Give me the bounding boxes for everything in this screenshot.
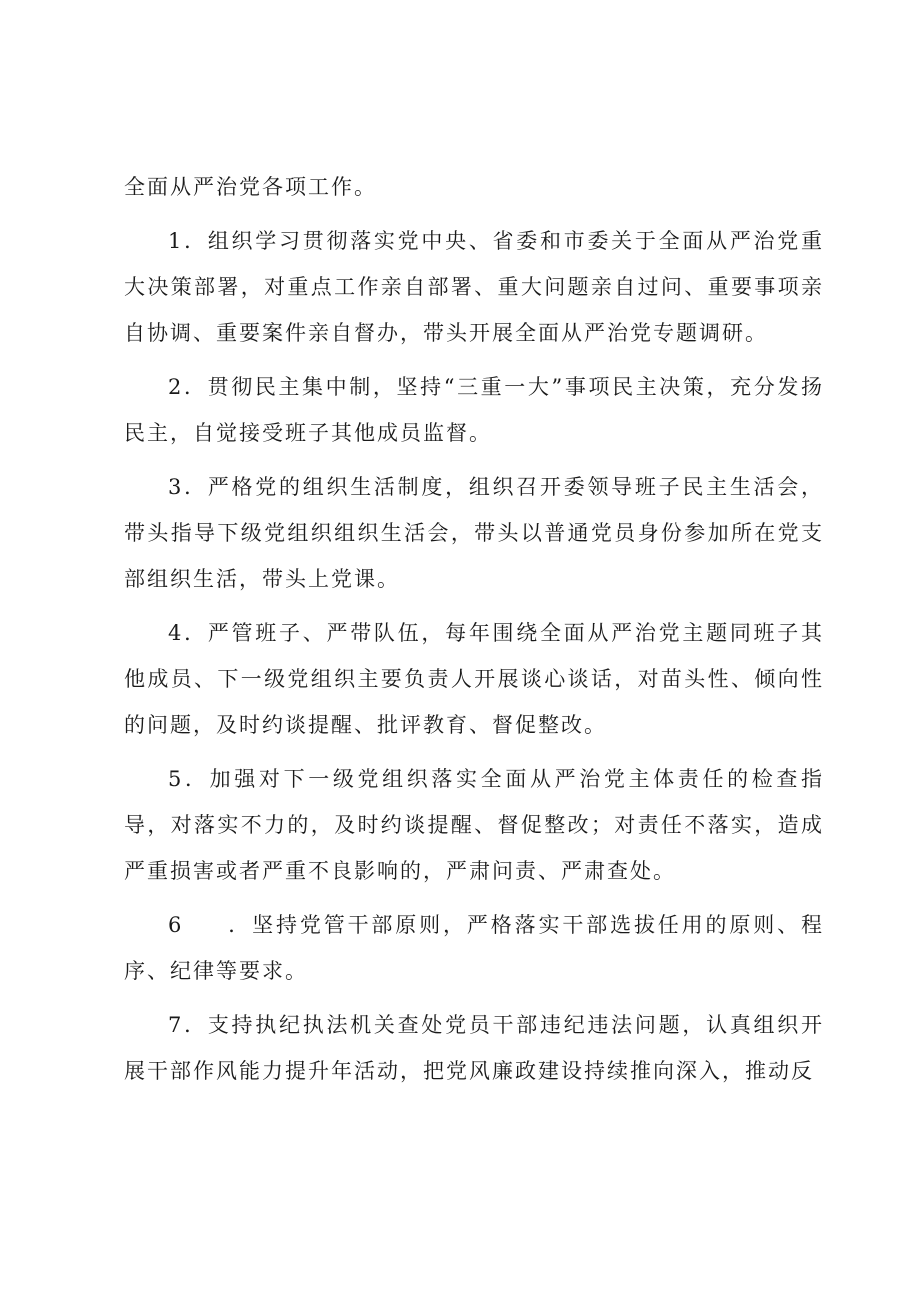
- item-number: 5: [168, 767, 184, 791]
- list-item-3: [124, 464, 824, 602]
- item-number: 6: [168, 913, 184, 937]
- list-item-2: [124, 364, 824, 456]
- list-item-1: [124, 218, 824, 356]
- item-number: 4: [168, 621, 184, 645]
- paragraph-text: ．加强对下一级党组织落实全面从严治党主体责任的检查指导，对落实不力的，及时约谈提醒、督促整改；对责任不落实，造成严重损害或者严重不良影响的，严肃问责、严肃查处。: [124, 767, 824, 883]
- paragraph-text: 全面从严治党各项工作。: [124, 175, 377, 199]
- item-number: 1: [168, 229, 184, 253]
- document-body: [124, 164, 824, 1094]
- list-item-4: [124, 610, 824, 748]
- paragraph-text: ．严管班子、严带队伍，每年围绕全面从严治党主题同班子其他成员、下一级党组织主要负责人开展谈心谈话，对苗头性、倾向性的问题，及时约谈提醒、批评教育、督促整改。: [124, 621, 824, 737]
- list-item-7: [124, 1002, 824, 1094]
- item-number: 2: [168, 375, 184, 399]
- list-item-6: [124, 902, 824, 994]
- item-number: 3: [168, 475, 184, 499]
- paragraph-text: ．贯彻民主集中制，坚持“三重一大”事项民主决策，充分发扬民主，自觉接受班子其他成员监督。: [124, 375, 824, 445]
- paragraph-text: ．坚持党管干部原则，严格落实干部选拔任用的原则、程序、纪律等要求。: [124, 913, 824, 983]
- paragraph-continuation: [124, 164, 824, 210]
- paragraph-text: ．支持执纪执法机关查处党员干部违纪违法问题，认真组织开展干部作风能力提升年活动，把党风廉政建设持续推向深入，推动反: [124, 1013, 824, 1083]
- paragraph-text: ．组织学习贯彻落实党中央、省委和市委关于全面从严治党重大决策部署，对重点工作亲自部署、重大问题亲自过问、重要事项亲自协调、重要案件亲自督办，带头开展全面从严治党专题调研。: [124, 229, 824, 345]
- list-item-5: [124, 756, 824, 894]
- paragraph-text: ．严格党的组织生活制度，组织召开委领导班子民主生活会，带头指导下级党组织组织生活会，带头以普通党员身份参加所在党支部组织生活，带头上党课。: [124, 475, 824, 591]
- item-number: 7: [168, 1013, 184, 1037]
